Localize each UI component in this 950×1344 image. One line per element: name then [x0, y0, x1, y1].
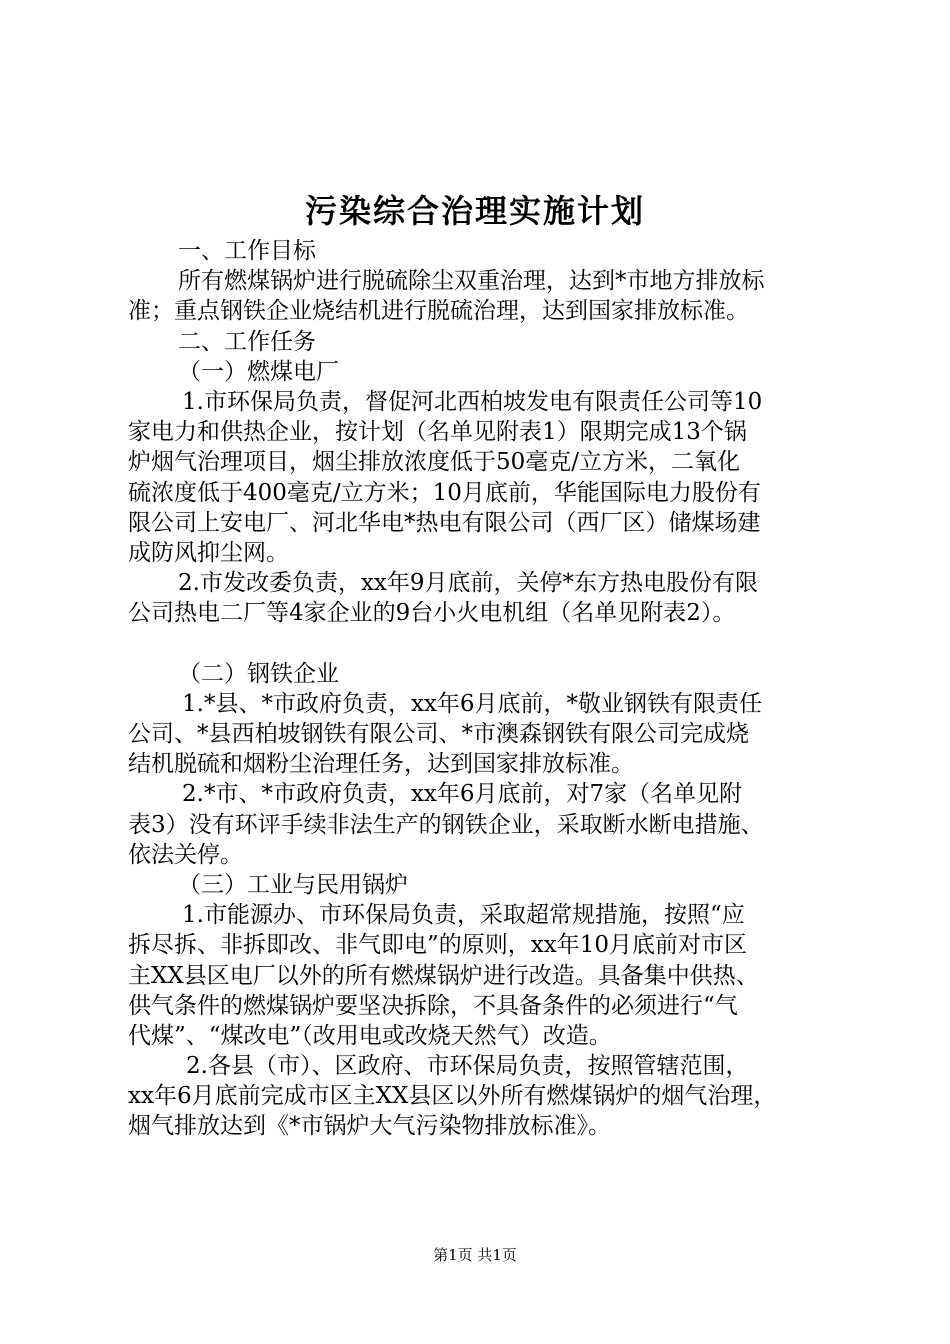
paragraph-line: 准；重点钢铁企业烧结机进行脱硫治理，达到国家排放标准。: [128, 298, 749, 325]
blank-line: [128, 628, 840, 658]
paragraph-line: 1.市环保局负责，督促河北西柏坡发电有限责任公司等10: [182, 388, 763, 415]
paragraph-line: 成防风抑尘网。: [128, 539, 289, 566]
paragraph-line: 家电力和供热企业，按计划（名单见附表1）限期完成13个锅: [128, 419, 747, 446]
paragraph-line: 依法关停。: [128, 841, 243, 868]
paragraph-line: 结机脱硫和烟粉尘治理任务，达到国家排放标准。: [128, 751, 634, 778]
paragraph-line: 2.各县（市）、区政府、市环保局负责，按照管辖范围，: [186, 1053, 749, 1080]
paragraph-line: 烟气排放达到《*市锅炉大气污染物排放标准》。: [128, 1113, 611, 1140]
document-title: 污染综合治理实施计划: [304, 192, 645, 230]
subsection-heading: （三）工业与民用锅炉: [178, 871, 408, 898]
paragraph-line: 公司热电二厂等4家企业的9台小火电机组（名单见附表2）。: [128, 600, 736, 627]
paragraph-line: 供气条件的燃煤锅炉要坚决拆除，不具备条件的必须进行“气: [128, 992, 738, 1019]
subsection-heading: （一）燃煤电厂: [178, 358, 339, 385]
paragraph-line: 拆尽拆、非拆即改、非气即电”的原则，xx年10月底前对市区: [128, 932, 747, 959]
paragraph-line: 所有燃煤锅炉进行脱硫除尘双重治理，达到*市地方排放标: [178, 268, 765, 295]
paragraph-line: xx年6月底前完成市区主XX县区以外所有燃煤锅炉的烟气治理，: [128, 1083, 777, 1110]
paragraph-line: 代煤”、“煤改电”（改用电或改烧天然气）改造。: [128, 1022, 612, 1049]
paragraph-line: 1.*县、*市政府负责，xx年6月底前，*敬业钢铁有限责任: [182, 690, 763, 717]
subsection-heading: （二）钢铁企业: [178, 660, 339, 687]
paragraph-line: 主XX县区电厂以外的所有燃煤锅炉进行改造。具备集中供热、: [128, 962, 759, 989]
document-body: [128, 236, 840, 1142]
paragraph-line: 炉烟气治理项目，烟尘排放浓度低于50毫克/立方米，二氧化: [128, 449, 741, 476]
paragraph-line: 公司、*县西柏坡钢铁有限公司、*市澳森钢铁有限公司完成烧: [128, 721, 749, 747]
section-heading: 二、工作任务: [178, 328, 316, 355]
paragraph-line: 2.市发改委负责，xx年9月底前，关停*东方热电股份有限: [178, 570, 759, 597]
paragraph-line: 1.市能源办、市环保局负责，采取超常规措施，按照“应: [182, 902, 745, 929]
paragraph-line: 2.*市、*市政府负责，xx年6月底前，对7家（名单见附: [182, 781, 743, 808]
paragraph-line: 限公司上安电厂、河北华电*热电有限公司（西厂区）储煤场建: [128, 509, 761, 536]
paragraph-line: 硫浓度低于400毫克/立方米；10月底前，华能国际电力股份有: [128, 479, 761, 506]
paragraph-line: 表3）没有环评手续非法生产的钢铁企业，采取断水断电措施、: [128, 811, 764, 838]
section-heading: 一、工作目标: [178, 238, 316, 264]
page-footer: 第1页 共1页: [433, 1246, 517, 1264]
